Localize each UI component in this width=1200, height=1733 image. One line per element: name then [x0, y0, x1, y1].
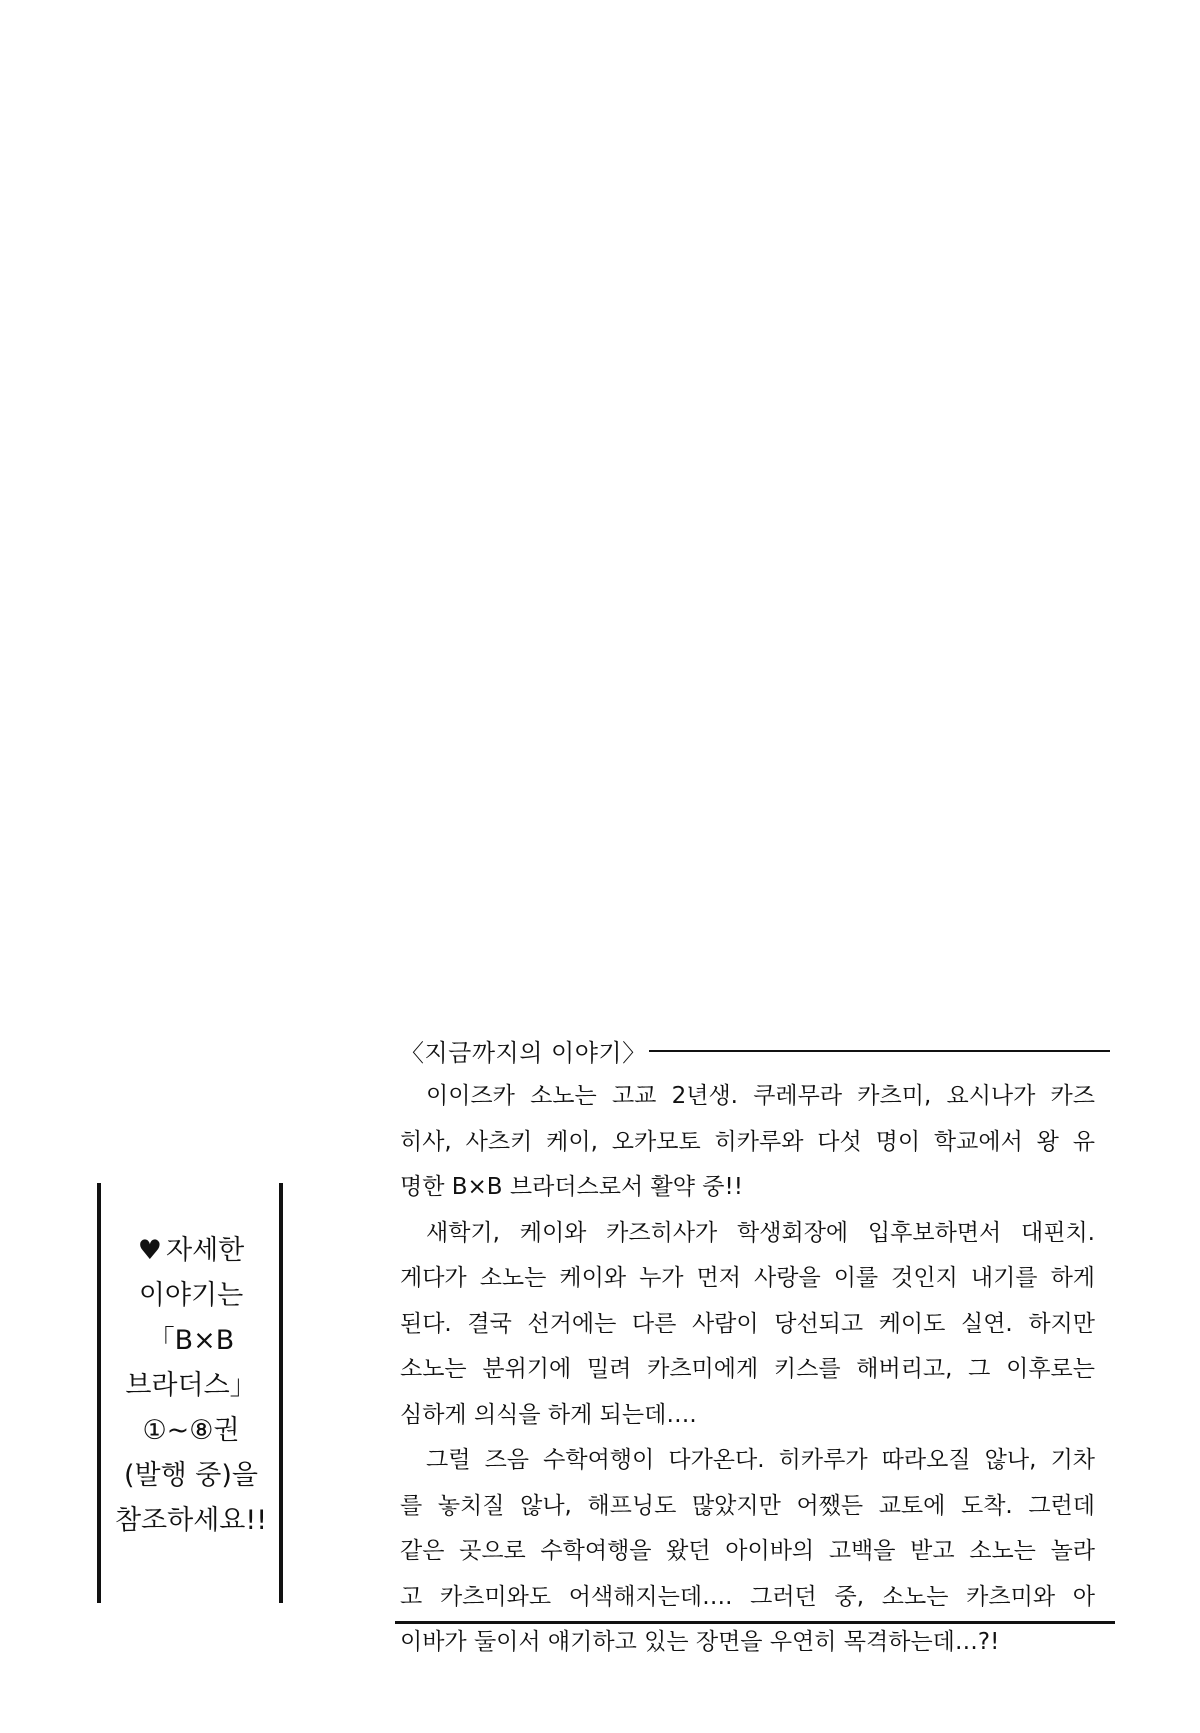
story-line: 고 카츠미와도 어색해지는데…. 그러던 중, 소노는 카츠미와 아 [400, 1583, 1095, 1610]
story-line: 게다가 소노는 케이와 누가 먼저 사랑을 이룰 것인지 내기를 하게 [400, 1265, 1095, 1291]
story-body [400, 1074, 1110, 1666]
sidebar-line-4: 브라더스」 [125, 1370, 257, 1401]
sidebar-line-6: (발행 중)을 [124, 1460, 258, 1491]
sidebar-left-rule [97, 1183, 101, 1603]
story-line: 새학기, 케이와 카즈히사가 학생회장에 입후보하면서 대핀치. [426, 1219, 1095, 1246]
story-line: 소노는 분위기에 밀려 카츠미에게 키스를 해버리고, 그 이후로는 [400, 1356, 1095, 1382]
story-line: 를 놓치질 않나, 해프닝도 많았지만 어쨌든 교토에 도착. 그런데 [400, 1492, 1095, 1519]
story-so-far [400, 1030, 1110, 1666]
bottom-rule [395, 1621, 1115, 1624]
story-line: 그럴 즈음 수학여행이 다가온다. 히카루가 따라오질 않나, 기차 [426, 1447, 1095, 1473]
heart-icon: ♥ [137, 1235, 162, 1266]
sidebar-right-rule [279, 1183, 283, 1603]
story-line: 같은 곳으로 수학여행을 왔던 아이바의 고백을 받고 소노는 놀라 [400, 1538, 1095, 1564]
story-line: 이이즈카 소노는 고교 2년생. 쿠레무라 카츠미, 요시나가 카즈 [426, 1083, 1095, 1109]
sidebar-note [110, 1228, 272, 1543]
story-line: 명한 B×B 브라더스로서 활약 중!! [400, 1174, 743, 1200]
title-rule [649, 1050, 1110, 1052]
sidebar-line-1: ♥ 자세한 [137, 1235, 245, 1266]
sidebar-line-5: ①~⑧권 [142, 1415, 240, 1446]
story-line: 히사, 사츠키 케이, 오카모토 히카루와 다섯 명이 학교에서 왕 유 [400, 1128, 1095, 1155]
story-header [400, 1030, 1110, 1070]
sidebar-line-7: 참조하세요!! [114, 1505, 268, 1536]
story-line: 이바가 둘이서 얘기하고 있는 장면을 우연히 목격하는데…?! [400, 1629, 1000, 1655]
sidebar-line-3: 「B×B [147, 1325, 235, 1356]
sidebar-line-2: 이야기는 [138, 1280, 244, 1311]
story-line: 된다. 결국 선거에는 다른 사람이 당선되고 케이도 실연. 하지만 [400, 1310, 1095, 1337]
story-title: 〈지금까지의 이야기〉 [400, 1038, 647, 1067]
story-line: 심하게 의식을 하게 되는데…. [400, 1401, 697, 1428]
